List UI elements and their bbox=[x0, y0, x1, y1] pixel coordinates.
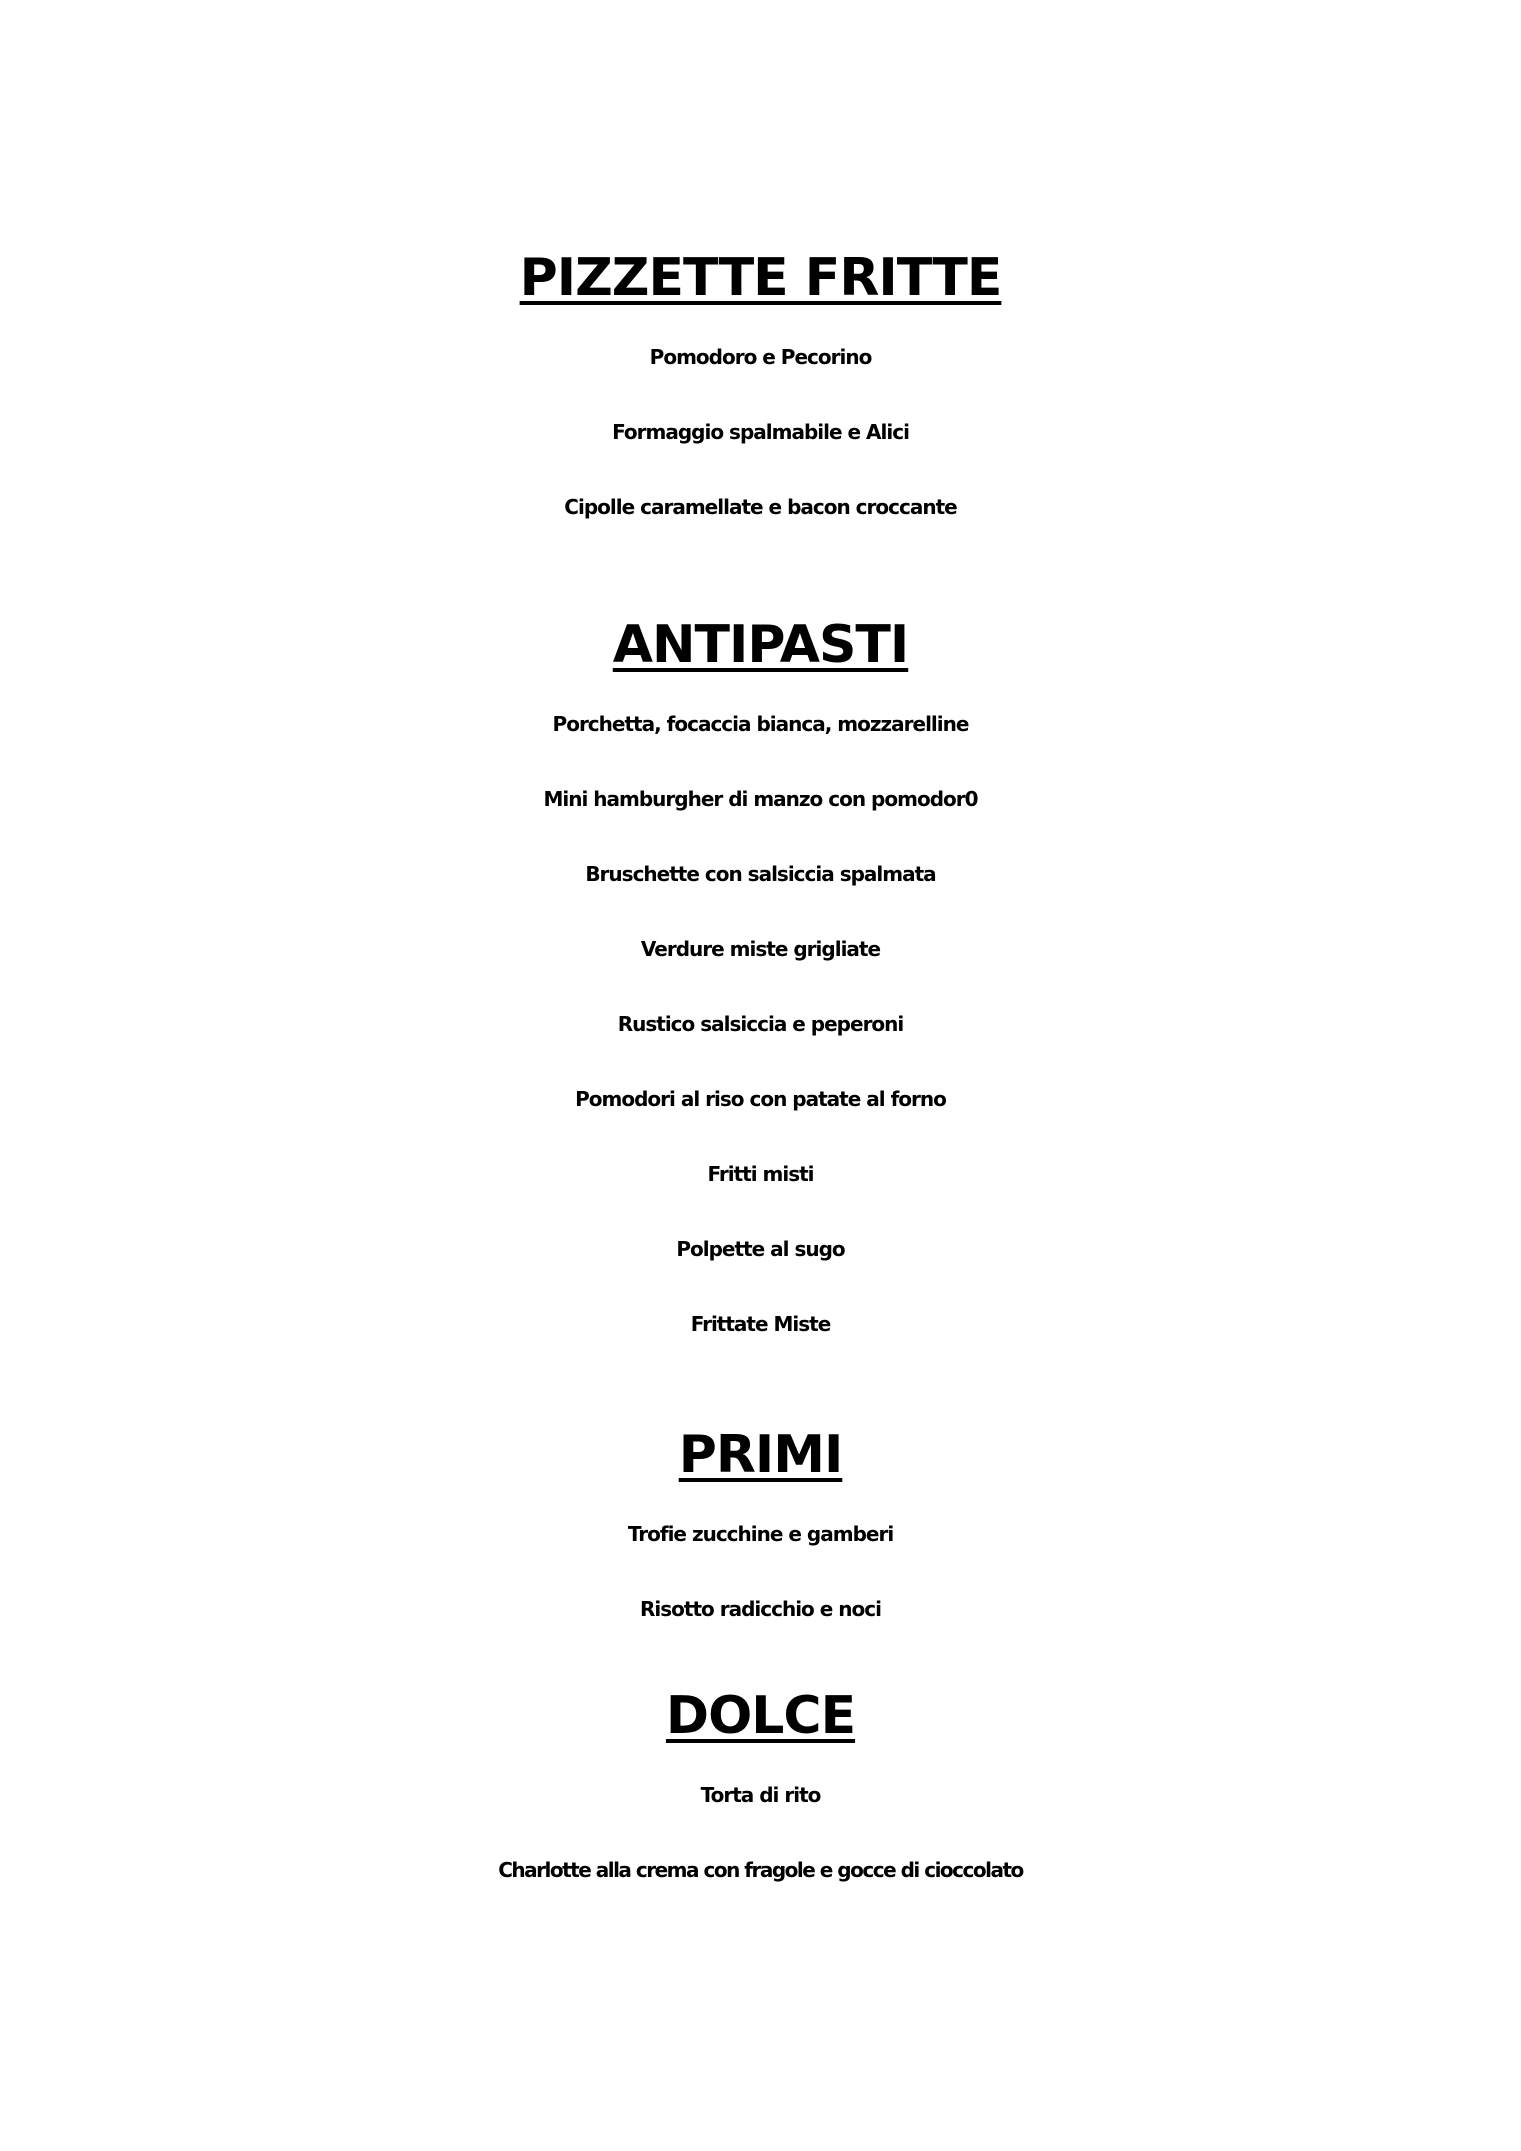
menu-item: Trofie zucchine e gamberi bbox=[627, 1522, 894, 1546]
menu-item: Pomodori al riso con patate al forno bbox=[575, 1087, 946, 1111]
section-title: PIZZETTE FRITTE bbox=[519, 248, 1002, 308]
section-primi bbox=[0, 1425, 1521, 1647]
section-title: DOLCE bbox=[665, 1686, 856, 1746]
menu-item: Verdure miste grigliate bbox=[640, 937, 881, 961]
section-title: ANTIPASTI bbox=[612, 615, 909, 675]
menu-item: Pomodoro e Pecorino bbox=[649, 345, 872, 369]
section-title: PRIMI bbox=[678, 1425, 843, 1485]
menu-item: Mini hamburgher di manzo con pomodor0 bbox=[543, 787, 978, 811]
menu-item: Fritti misti bbox=[707, 1162, 814, 1186]
section-pizzette-fritte bbox=[0, 248, 1521, 545]
section-antipasti bbox=[0, 615, 1521, 1362]
menu-item: Polpette al sugo bbox=[676, 1237, 845, 1261]
menu-item: Torta di rito bbox=[700, 1783, 821, 1807]
menu-item: Rustico salsiccia e peperoni bbox=[617, 1012, 904, 1036]
menu-item: Frittate Miste bbox=[690, 1312, 831, 1336]
menu-item: Porchetta, focaccia bianca, mozzarelline bbox=[552, 712, 969, 736]
menu-item: Charlotte alla crema con fragole e gocce di cioccolato bbox=[498, 1858, 1023, 1882]
menu-item: Cipolle caramellate e bacon croccante bbox=[564, 495, 957, 519]
menu-item: Risotto radicchio e noci bbox=[640, 1597, 881, 1621]
menu-item: Bruschette con salsiccia spalmata bbox=[585, 862, 936, 886]
section-dolce bbox=[0, 1686, 1521, 1908]
menu-item: Formaggio spalmabile e Alici bbox=[612, 420, 909, 444]
